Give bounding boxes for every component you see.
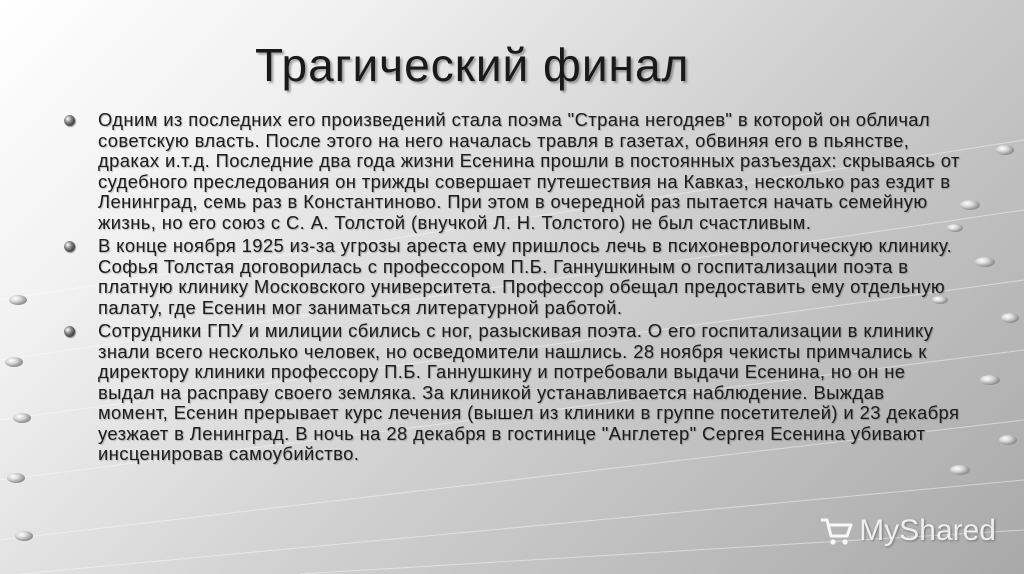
bullet-item-1 (60, 110, 960, 233)
bullet-dot-icon (64, 115, 75, 126)
bullet-text-1: Одним из последних его произведений стала поэма "Страна негодяев" в которой он обличал советскую власть. После этого на него началась травля в газетах, обвиняя его в пьянстве, драках и.т.д. Последние два года жизни Есенина прошли в постоянных разъездах: скрываясь от судебного преследования он трижды совершает путешествия на Кавказ, несколько раз ездит в Ленинград, семь раз в Константиново. При этом в очередной раз пытается начать семейную жизнь, но его союз с С. А. Толстой (внучкой Л. Н. Толстого) не был счастливым. (98, 109, 960, 233)
bullet-text-3: Сотрудники ГПУ и милиции сбились с ног, разыскивая поэта. О его госпитализации в клинику знали всего несколько человек, но осведомители нашлись. 28 ноября чекисты примчались к директору клиники профессору П.Б. Ганнушкину и потребовали выдачи Есенина, но он не выдал на расправу своего земляка. За клиникой устанавливается наблюдение. Выждав момент, Есенин прерывает курс лечения (вышел из клиники в группе посетителей) и 23 декабря уезжает в Ленинград. В ночь на 28 декабря в гостинице "Англетер" Сергея Есенина убивают инсценировав самоубийство. (98, 320, 960, 464)
bullet-text-2: В конце ноября 1925 из-за угрозы ареста ему пришлось лечь в психоневрологическую клинику. Софья Толстая договорилась с профессором П.Б. Ганнушкиным о госпитализации поэта в платную клинику Московского университета. Профессор обещал предоставить ему отдельную палату, где Есенин мог заниматься литературной работой. (98, 235, 953, 318)
slide-title: Трагический финал (255, 39, 690, 91)
watermark-text: MyShared (859, 514, 996, 547)
bullet-item-2 (60, 236, 960, 318)
myshared-watermark (819, 514, 996, 548)
bullet-item-3 (60, 321, 960, 465)
bullet-dot-icon (64, 326, 75, 337)
bullet-list (60, 110, 960, 468)
bullet-dot-icon (64, 241, 75, 252)
shopping-cart-icon (819, 516, 853, 546)
